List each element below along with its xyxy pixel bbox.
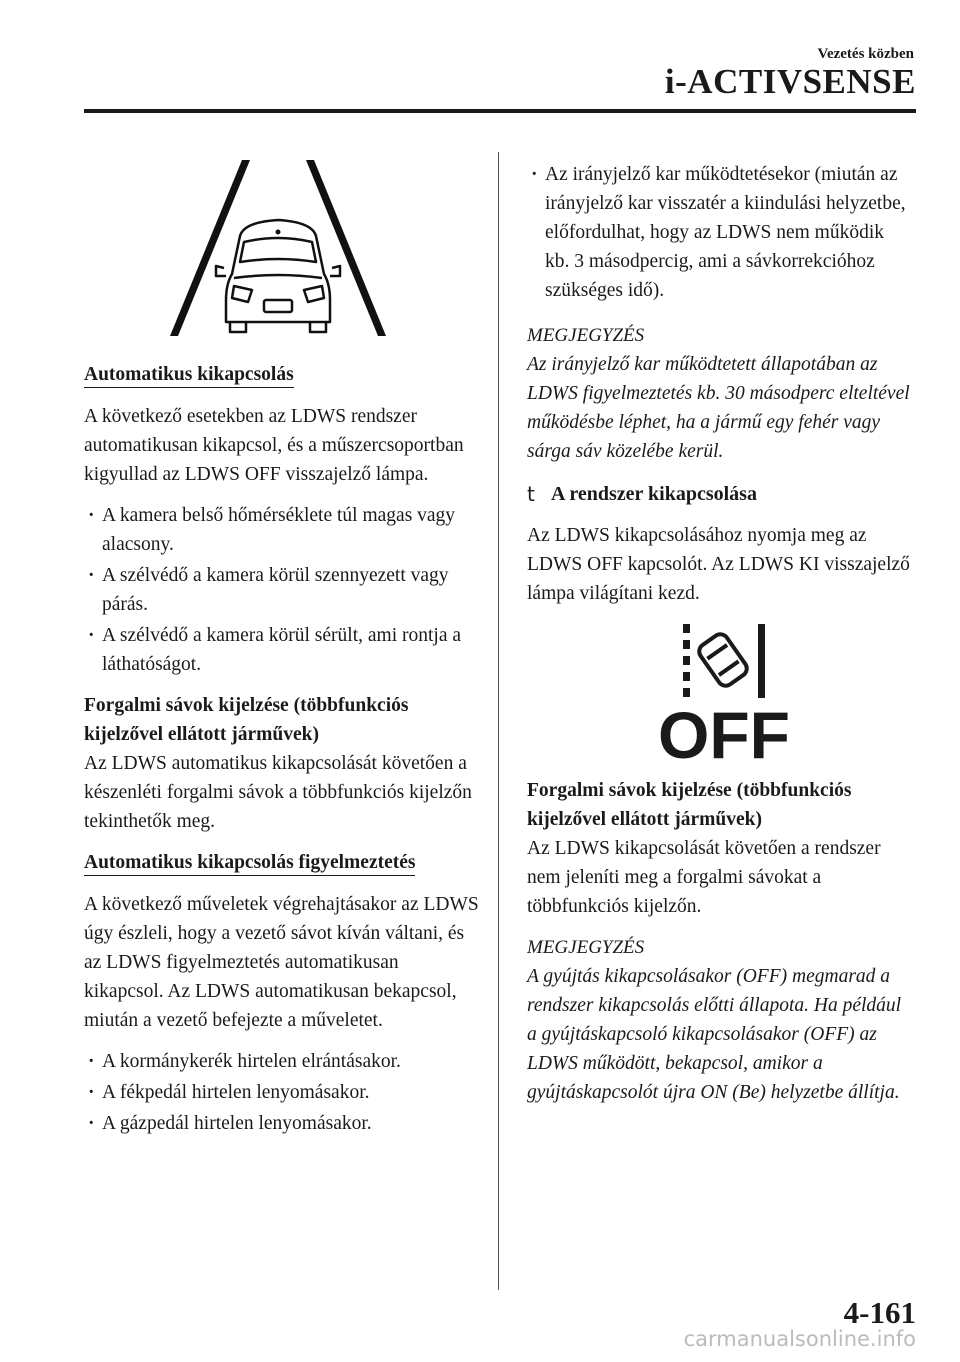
list-item: · A kamera belső hőmérséklete túl magas vagy alacsony.	[84, 501, 480, 559]
list-item: · A fékpedál hirtelen lenyomásakor.	[84, 1078, 480, 1107]
off-label: OFF	[658, 698, 790, 766]
section-label: Vezetés közben	[817, 46, 914, 62]
paragraph: A következő műveletek végrehajtásakor az LDWS úgy észleli, hogy a vezető sávot kíván váltani, és az LDWS figyelmeztetés automatikusan kikapcsol. Az LDWS automatikusan bekapcsol, miután a vezető befejezte a műveletet.	[84, 894, 479, 1031]
chapter-title: i-ACTIVSENSE	[664, 62, 916, 101]
right-column	[527, 160, 912, 1121]
list-item: · A szélvédő a kamera körül szennyezett vagy párás.	[84, 561, 480, 619]
heading-automatic-shutoff: Automatikus kikapcsolás	[84, 363, 294, 388]
section-title: A rendszer kikapcsolása	[551, 483, 757, 505]
list-item: · A gázpedál hirtelen lenyomásakor.	[84, 1109, 480, 1138]
section-marker: t	[527, 482, 535, 506]
list-item: · Az irányjelző kar működtetésekor (miután az irányjelző kar visszatér a kiindulási helyzetbe, előfordulhat, hogy az LDWS nem működik kb. 3 másodpercig, ami a sávkorrekcióhoz szükséges idő).	[527, 160, 912, 305]
ldws-off-icon	[527, 620, 912, 766]
section-heading	[527, 480, 912, 509]
note-text: A gyújtás kikapcsolásakor (OFF) megmarad a rendszer kikapcsolás előtti állapota. Ha például a gyújtáskapcsoló kikapcsolásakor (OFF) az LDWS működött, bekapcsol, amikor a gyújtáskapcsolót újra ON (Be) helyzetbe állítja.	[527, 966, 902, 1103]
page-number: 4-161	[843, 1295, 916, 1330]
paragraph: Az LDWS automatikus kikapcsolását követően a készenléti forgalmi sávok a többfunkciós kijelzőn tekinthetők meg.	[84, 753, 472, 832]
watermark: carmanualsonline.info	[683, 1327, 916, 1351]
note-label: MEGJEGYZÉS	[527, 937, 645, 958]
left-column	[84, 150, 480, 1140]
column-divider	[498, 152, 499, 1290]
car-lane-illustration	[84, 150, 480, 346]
note-text: Az irányjelző kar működtetett állapotában az LDWS figyelmeztetés kb. 30 másodperc elteltével működésbe léphet, ha a jármű egy fehér vagy sárga sáv közelébe kerül.	[527, 354, 910, 462]
heading-shutoff-warning: Automatikus kikapcsolás figyelmeztetés	[84, 851, 415, 876]
bullet-list	[84, 1047, 480, 1138]
bullet-list	[84, 501, 480, 679]
paragraph: A következő esetekben az LDWS rendszer automatikusan kikapcsol, és a műszercsoportban kigyullad az LDWS OFF visszajelző lámpa.	[84, 406, 464, 485]
list-item: · A szélvédő a kamera körül sérült, ami rontja a láthatóságot.	[84, 621, 480, 679]
list-item: · A kormánykerék hirtelen elrántásakor.	[84, 1047, 480, 1076]
note-label: MEGJEGYZÉS	[527, 325, 645, 346]
subheading-lane-display: Forgalmi sávok kijelzése (többfunkciós kijelzővel ellátott járművek)	[527, 780, 852, 830]
subheading-lane-display: Forgalmi sávok kijelzése (többfunkciós kijelzővel ellátott járművek)	[84, 695, 409, 745]
paragraph: Az LDWS kikapcsolását követően a rendszer nem jeleníti meg a forgalmi sávokat a többfunkciós kijelzőn.	[527, 838, 881, 917]
header-rule	[84, 109, 916, 113]
paragraph: Az LDWS kikapcsolásához nyomja meg az LDWS OFF kapcsolót. Az LDWS KI visszajelző lámpa világítani kezd.	[527, 525, 910, 604]
